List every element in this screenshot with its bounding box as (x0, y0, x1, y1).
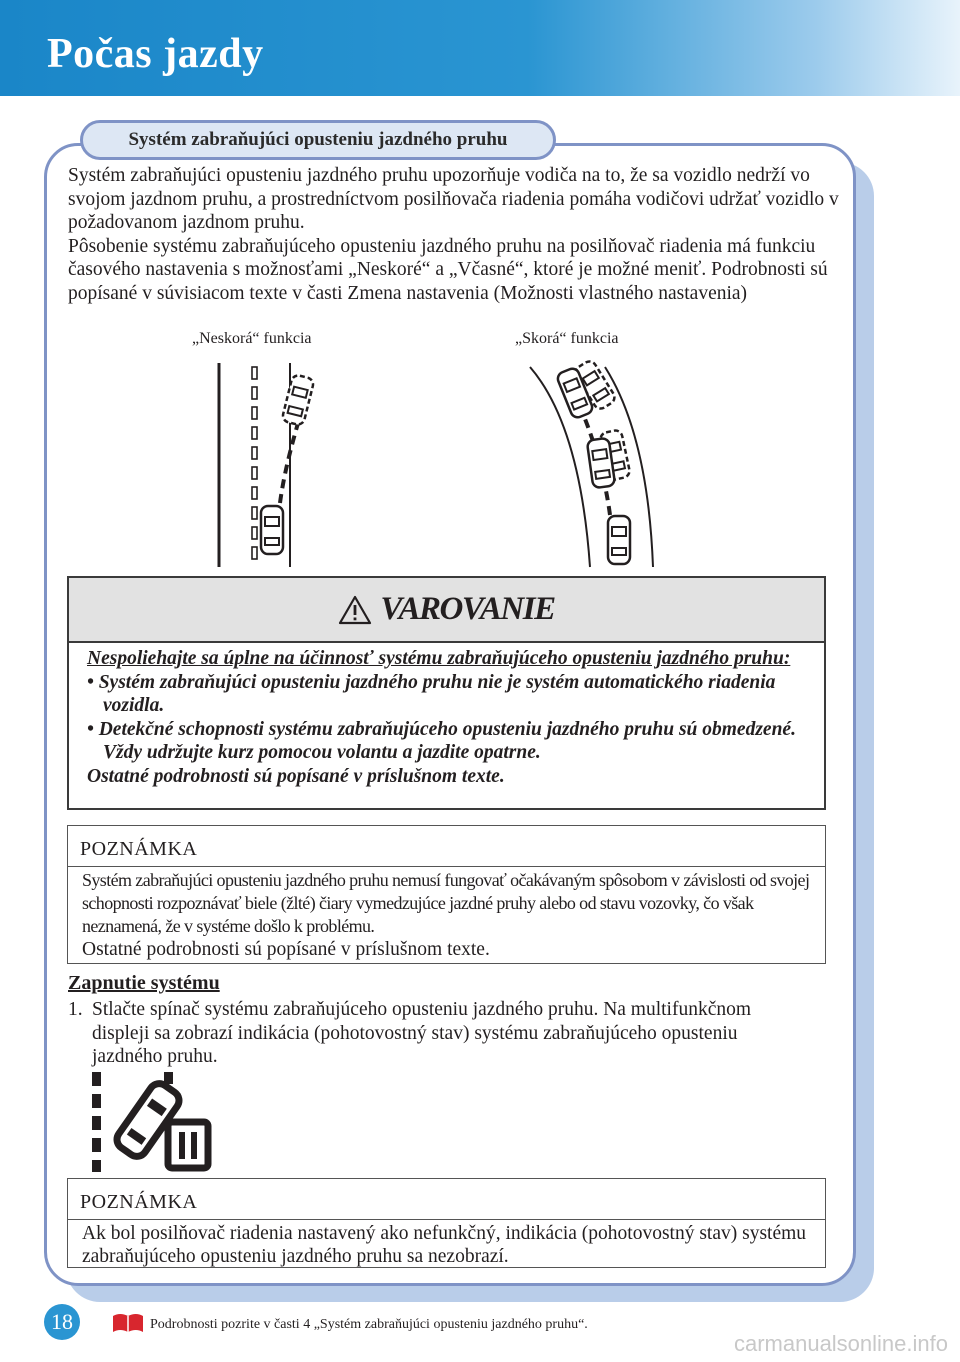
watermark: carmanualsonline.info (733, 1331, 948, 1356)
footer-reference: Podrobnosti pozrite v časti 4 „Systém zabraňujúci opusteniu jazdného pruhu“. (150, 1317, 588, 1332)
intro-paragraph-2: Pôsobenie systému zabraňujúceho opusteniu jazdného pruhu na posilňovač riadenia má funkciu časového nastavenia s možnosťami „Neskoré“ a „Včasné“, ktoré je možné meniť. Podrobnosti sú popísané v súvisiacom texte v časti Zmena nastavenia (Možnosti vlastného nastavenia) (68, 235, 828, 304)
warning-body (69, 643, 824, 788)
warning-triangle-icon (338, 595, 372, 625)
page-header (0, 0, 960, 96)
section-title: Systém zabraňujúci opusteniu jazdného pruhu (80, 120, 556, 160)
activation-step-1 (68, 998, 808, 1069)
step-number: 1. (68, 999, 83, 1020)
note-1-body (68, 867, 825, 961)
note-box-2 (67, 1178, 826, 1268)
note-2-title: POZNÁMKA (68, 1179, 825, 1220)
early-function-illustration (520, 355, 670, 570)
warning-lead: Nespoliehajte sa úplne na účinnosť systému zabraňujúceho opusteniu jazdného pruhu: (87, 648, 791, 669)
warning-box (67, 576, 826, 810)
note-box-1 (67, 825, 826, 964)
intro-text (68, 164, 848, 305)
warning-header (69, 578, 824, 643)
note-1-text-2: Ostatné podrobnosti sú popísané v príslušnom texte. (82, 939, 490, 960)
warning-closing: Ostatné podrobnosti sú popísané v príslušnom texte. (87, 765, 505, 787)
note-1-text: Systém zabraňujúci opusteniu jazdného pruhu nemusí fungovať očakávaným spôsobom v závislosti od svojej schopnosti rozpoznávať biele (žlté) čiary vymedzujúce jazdné pruhy alebo od stavu vozovky, čo však neznamená, že v systéme došlo k problému. (82, 870, 810, 936)
early-function-caption: „Skorá“ funkcia (515, 330, 619, 347)
note-1-title: POZNÁMKA (68, 826, 825, 867)
activation-heading: Zapnutie systému (68, 972, 220, 994)
warning-bullet-2: • Detekčné schopnosti systému zabraňujúceho opusteniu jazdného pruhu sú obmedzené. Vždy udržujte kurz pomocou volantu a jazdite opatrne. (87, 718, 796, 763)
warning-bullet-1: • Systém zabraňujúci opusteniu jazdného pruhu nie je systém automatického riadenia vozidla. (87, 671, 776, 716)
page-title: Počas jazdy (47, 31, 264, 77)
book-icon (112, 1312, 144, 1334)
note-2-text: Ak bol posilňovač riadenia nastavený ako nefunkčný, indikácia (pohotovostný stav) systému zabraňujúceho opusteniu jazdného pruhu sa nezobrazí. (82, 1223, 807, 1267)
lane-keep-standby-icon (88, 1070, 214, 1174)
step-text: Stlačte spínač systému zabraňujúceho opusteniu jazdného pruhu. Na multifunkčnom displeji sa zobrazí indikácia (pohotovostný stav) systému zabraňujúceho opusteniu jazdného pruhu. (92, 999, 752, 1067)
warning-title: VAROVANIE (380, 591, 555, 627)
page-number: 18 (44, 1304, 80, 1340)
late-function-caption: „Neskorá“ funkcia (192, 330, 312, 347)
late-function-illustration (210, 355, 340, 570)
intro-paragraph-1: Systém zabraňujúci opusteniu jazdného pruhu upozorňuje vodiča na to, že sa vozidlo nedrží vo svojom jazdnom pruhu, a prostredníctvom posilňovača riadenia pomáha vodičovi udržať vozidlo v požadovanom jazdnom pruhu. (68, 165, 839, 233)
